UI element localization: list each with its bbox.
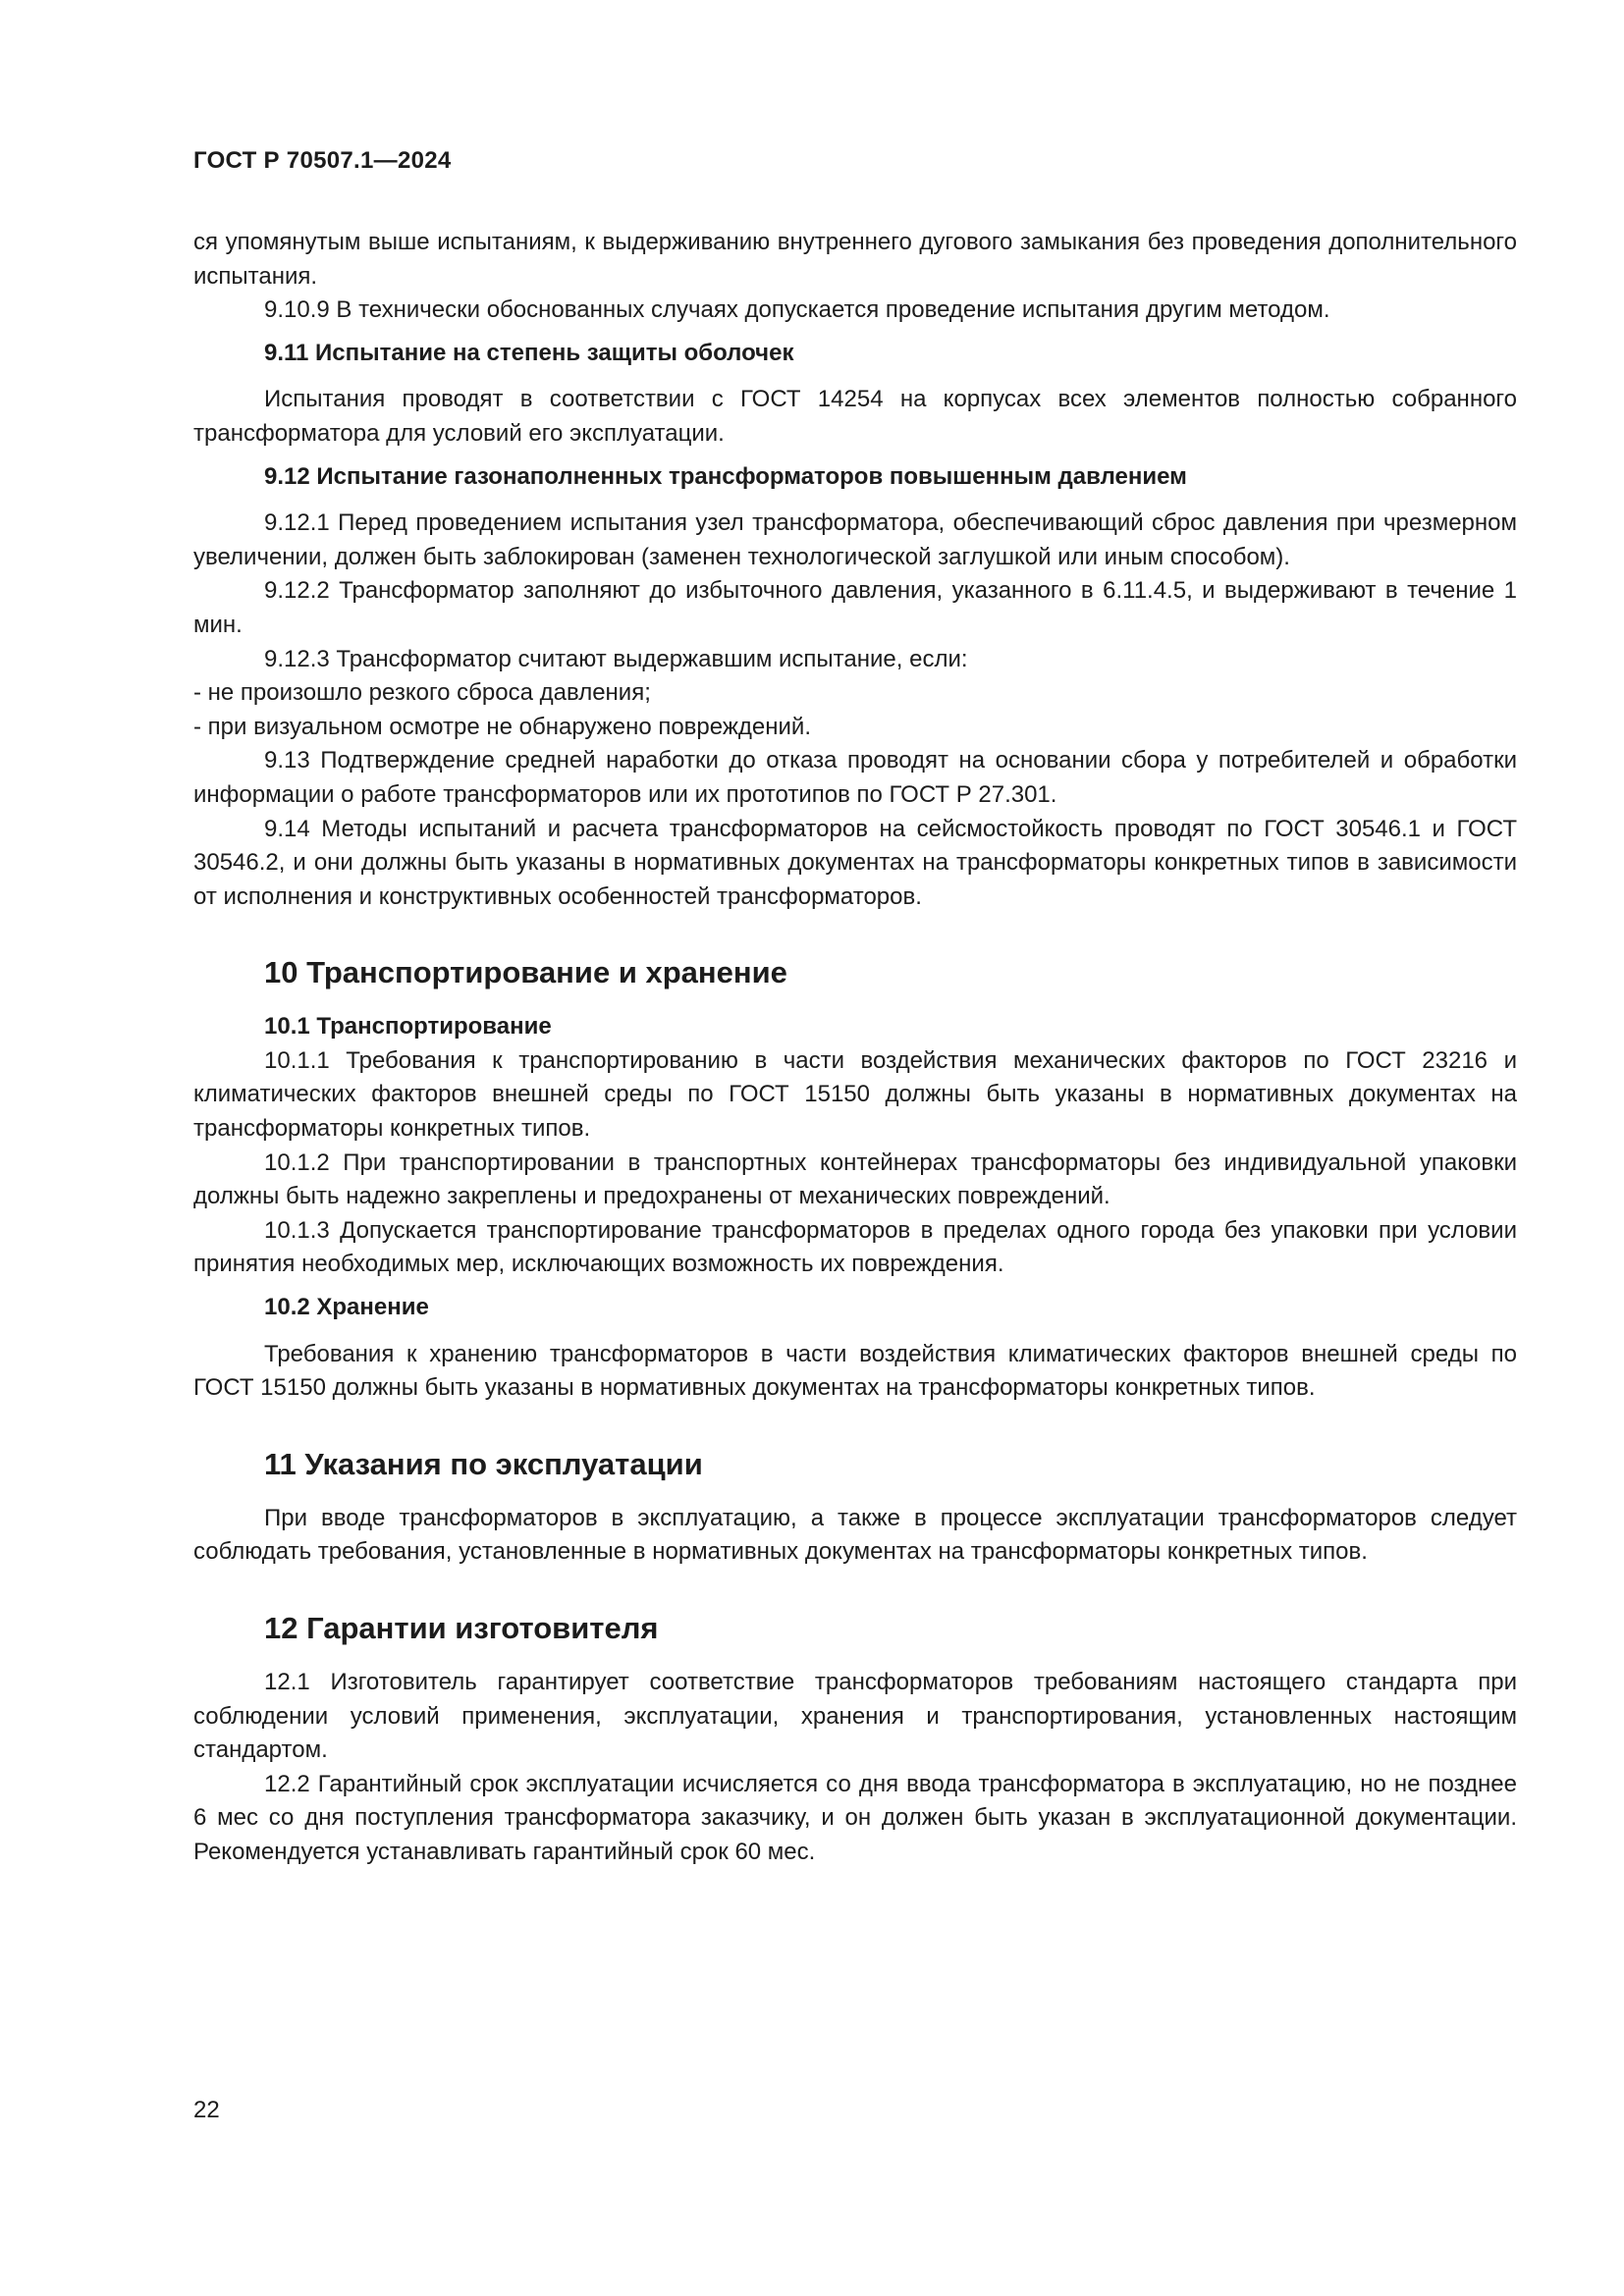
paragraph: Испытания проводят в соответствии с ГОСТ 14254 на корпусах всех элементов полностью собранного трансформатора для условий его эксплуатации. <box>193 386 1517 447</box>
section-heading: 11 Указания по эксплуатации <box>264 1446 703 1481</box>
paragraph: 10.1.3 Допускается транспортирование трансформаторов в пределах одного города без упаковки при условии принятия необходимых мер, исключающих возможность их повреждения. <box>193 1216 1517 1278</box>
paragraph: 9.13 Подтверждение средней наработки до отказа проводят на основании сбора у потребителей и обработки информации о работе трансформаторов или их прототипов по ГОСТ Р 27.301. <box>193 747 1517 808</box>
subsection-heading: 10.1 Транспортирование <box>264 1013 552 1041</box>
section-heading: 12 Гарантии изготовителя <box>264 1611 659 1645</box>
paragraph: 12.2 Гарантийный срок эксплуатации исчисляется со дня ввода трансформатора в эксплуатацию, но не позднее 6 мес со дня поступления трансформатора заказчику, и он должен быть указан в эксплуатационной документации. Рекомендуется устанавливать гарантийный срок 60 мес. <box>193 1770 1517 1865</box>
paragraph: 9.14 Методы испытаний и расчета трансформаторов на сейсмостойкость проводят по ГОСТ 30546.1 и ГОСТ 30546.2, и они должны быть указаны в нормативных документах на трансформаторы конкретных типов в зависимости от исполнения и конструктивных особенностей трансформаторов. <box>193 815 1517 910</box>
document-header: ГОСТ Р 70507.1—2024 <box>193 147 452 174</box>
list-item: - не произошло резкого сброса давления; <box>193 679 651 707</box>
paragraph: 9.12.2 Трансформатор заполняют до избыточного давления, указанного в 6.11.4.5, и выдерживают в течение 1 мин. <box>193 577 1517 638</box>
paragraph: 9.12.3 Трансформатор считают выдержавшим испытание, если: <box>264 645 968 672</box>
paragraph: 12.1 Изготовитель гарантирует соответствие трансформаторов требованиям настоящего стандарта при соблюдении условий применения, эксплуатации, хранения и транспортирования, установленных настоящим стандартом. <box>193 1669 1517 1764</box>
paragraph: 9.10.9 В технически обоснованных случаях допускается проведение испытания другим методом. <box>264 296 1330 324</box>
paragraph: ся упомянутым выше испытаниям, к выдерживанию внутреннего дугового замыкания без проведения дополнительного испытания. <box>193 229 1517 290</box>
subsection-heading: 9.12 Испытание газонаполненных трансформаторов повышенным давлением <box>264 462 1187 490</box>
subsection-heading: 9.11 Испытание на степень защиты оболочек <box>264 339 794 366</box>
paragraph: 9.12.1 Перед проведением испытания узел трансформатора, обеспечивающий сброс давления при чрезмерном увеличении, должен быть заблокирован (заменен технологической заглушкой или иным способом). <box>193 509 1517 570</box>
paragraph: Требования к хранению трансформаторов в части воздействия климатических факторов внешней среды по ГОСТ 15150 должны быть указаны в нормативных документах на трансформаторы конкретных типов. <box>193 1340 1517 1402</box>
paragraph: При вводе трансформаторов в эксплуатацию, а также в процессе эксплуатации трансформаторов следует соблюдать требования, установленные в нормативных документах на трансформаторы конкретных типов. <box>193 1504 1517 1566</box>
subsection-heading: 10.2 Хранение <box>264 1294 429 1321</box>
document-body <box>193 226 1517 1870</box>
list-item: - при визуальном осмотре не обнаружено повреждений. <box>193 713 811 740</box>
page-number: 22 <box>193 2097 220 2123</box>
section-heading: 10 Транспортирование и хранение <box>264 955 787 990</box>
paragraph: 10.1.1 Требования к транспортированию в части воздействия механических факторов по ГОСТ 23216 и климатических факторов внешней среды по ГОСТ 15150 должны быть указаны в нормативных документах на трансформаторы конкретных типов. <box>193 1046 1517 1143</box>
paragraph: 10.1.2 При транспортировании в транспортных контейнерах трансформаторы без индивидуальной упаковки должны быть надежно закреплены и предохранены от механических повреждений. <box>193 1148 1517 1210</box>
